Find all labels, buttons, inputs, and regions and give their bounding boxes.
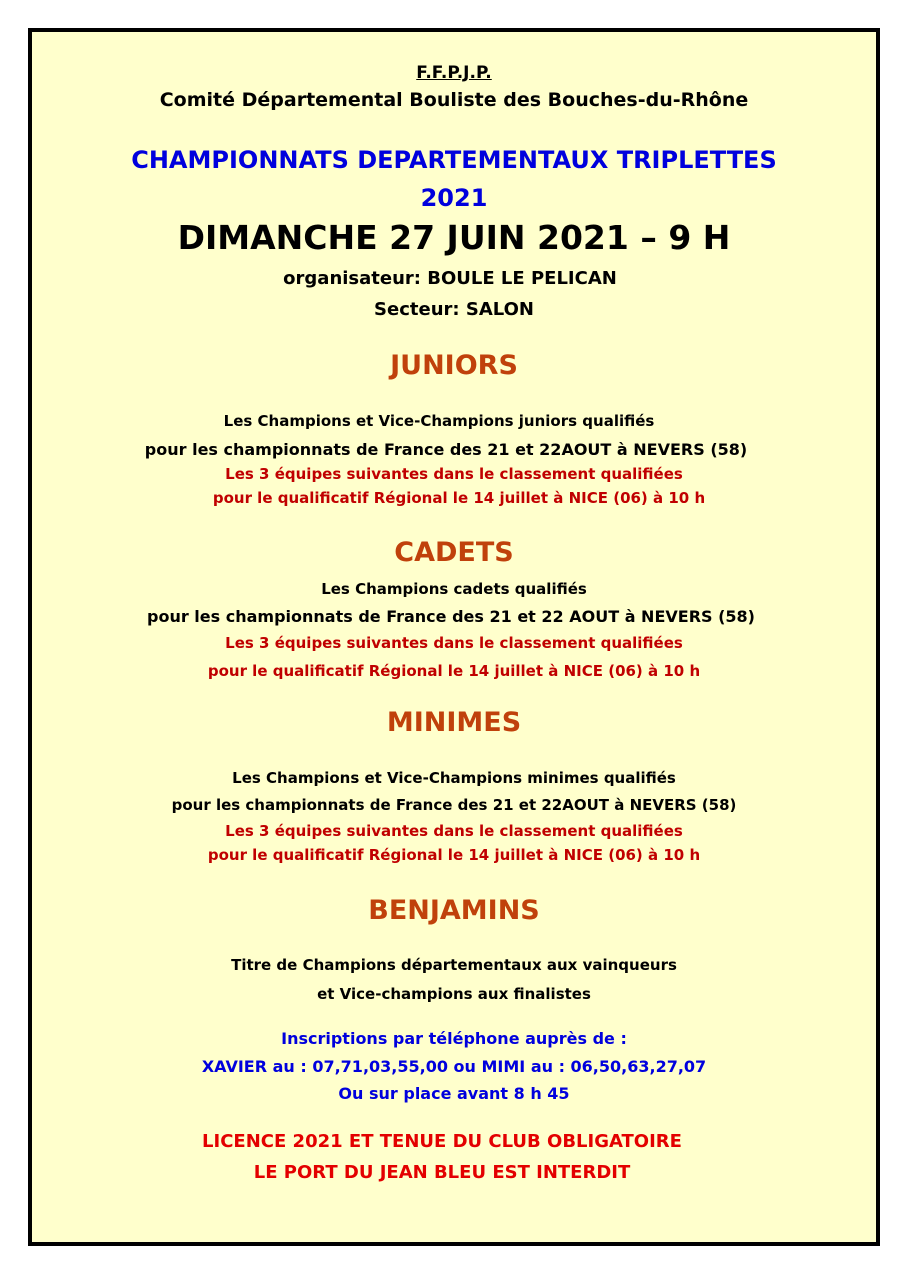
section-title-cadets: CADETS xyxy=(394,537,514,568)
minimes-line4: pour le qualificatif Régional le 14 juillet à NICE (06) à 10 h xyxy=(207,846,701,864)
event-sector: Secteur: SALON xyxy=(374,299,534,320)
section-title-minimes: MINIMES xyxy=(386,707,522,738)
cadets-line4: pour le qualificatif Régional le 14 juillet à NICE (06) à 10 h xyxy=(207,662,701,680)
cadets-line2: pour les championnats de France des 21 et 22 AOUT à NEVERS (58) xyxy=(147,607,755,626)
juniors-line1: Les Champions et Vice-Champions juniors qualifiés xyxy=(223,412,655,430)
benjamins-line2: et Vice-champions aux finalistes xyxy=(317,985,591,1003)
poster-frame xyxy=(28,28,880,1246)
rules-line1: LICENCE 2021 ET TENUE DU CLUB OBLIGATOIRE xyxy=(202,1131,682,1152)
event-title-line2: 2021 xyxy=(420,184,488,212)
juniors-line3: Les 3 équipes suivantes dans le classement qualifiées xyxy=(225,465,683,483)
section-title-juniors: JUNIORS xyxy=(390,350,518,381)
benjamins-line1: Titre de Champions départementaux aux vainqueurs xyxy=(231,956,677,974)
event-title-line1: CHAMPIONNATS DEPARTEMENTAUX TRIPLETTES xyxy=(131,146,777,174)
juniors-line2: pour les championnats de France des 21 et 22AOUT à NEVERS (58) xyxy=(144,440,748,459)
section-title-benjamins: BENJAMINS xyxy=(368,895,540,926)
rules-line2: LE PORT DU JEAN BLEU EST INTERDIT xyxy=(253,1162,631,1183)
cadets-line1: Les Champions cadets qualifiés xyxy=(321,580,587,598)
event-date: DIMANCHE 27 JUIN 2021 – 9 H xyxy=(177,218,731,257)
registration-line3: Ou sur place avant 8 h 45 xyxy=(338,1084,570,1103)
cadets-line3: Les 3 équipes suivantes dans le classement qualifiées xyxy=(225,634,683,652)
minimes-line1: Les Champions et Vice-Champions minimes qualifiés xyxy=(232,769,676,787)
committee-name: Comité Départemental Bouliste des Bouches-du-Rhône xyxy=(159,89,749,111)
registration-line1: Inscriptions par téléphone auprès de : xyxy=(281,1029,627,1048)
minimes-line3: Les 3 équipes suivantes dans le classement qualifiées xyxy=(225,822,683,840)
registration-line2: XAVIER au : 07,71,03,55,00 ou MIMI au : 06,50,63,27,07 xyxy=(201,1057,707,1076)
federation-name: F.F.P.J.P. xyxy=(416,63,492,83)
juniors-line4: pour le qualificatif Régional le 14 juillet à NICE (06) à 10 h xyxy=(212,489,706,507)
minimes-line2: pour les championnats de France des 21 et 22AOUT à NEVERS (58) xyxy=(171,796,737,814)
event-organizer: organisateur: BOULE LE PELICAN xyxy=(283,268,617,289)
